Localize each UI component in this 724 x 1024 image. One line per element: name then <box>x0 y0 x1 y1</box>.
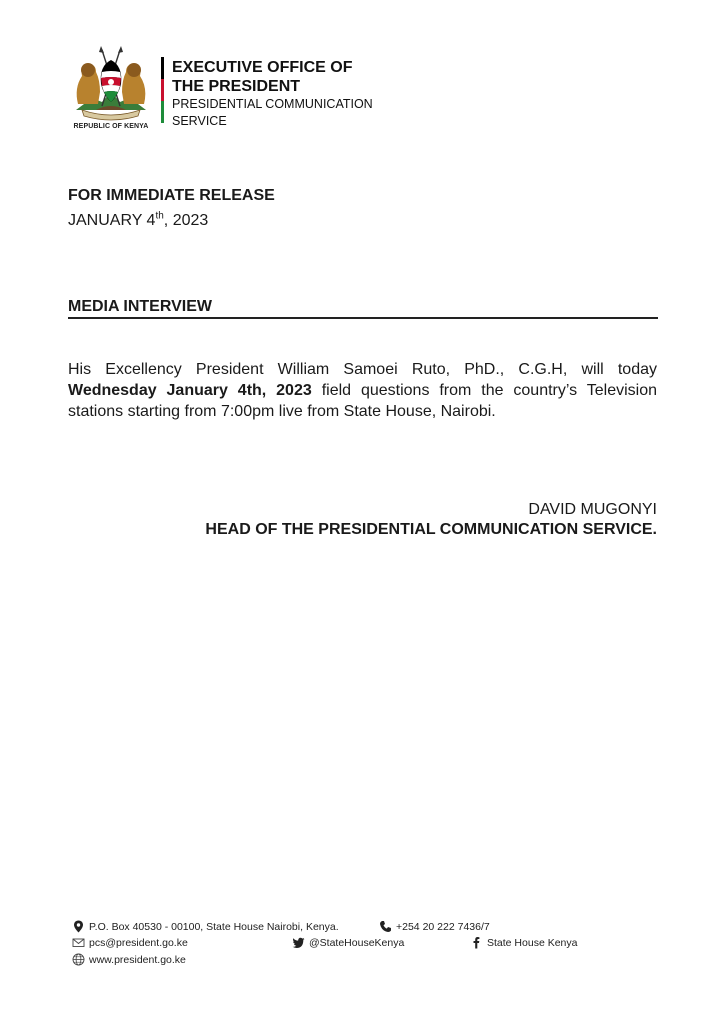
coat-of-arms <box>68 44 154 136</box>
office-line-1: EXECUTIVE OFFICE OF <box>172 59 353 76</box>
signature-block <box>205 500 657 540</box>
crest-caption: REPUBLIC OF KENYA <box>73 123 149 130</box>
release-label: FOR IMMEDIATE RELEASE <box>68 187 275 204</box>
footer-website[interactable]: www.president.go.ke <box>72 953 186 966</box>
subject-heading: MEDIA INTERVIEW <box>68 298 213 315</box>
office-line-2: THE PRESIDENT <box>172 78 301 95</box>
coat-of-arms-icon <box>68 44 154 122</box>
footer-email[interactable]: pcs@president.go.ke <box>72 936 188 949</box>
twitter-icon <box>292 936 305 949</box>
globe-icon <box>72 953 85 966</box>
subject-divider <box>68 317 658 319</box>
footer-twitter[interactable]: @StateHouseKenya <box>292 936 404 949</box>
location-pin-icon <box>72 920 85 933</box>
footer-phone[interactable]: +254 20 222 7436/7 <box>379 920 490 933</box>
phone-icon <box>379 920 392 933</box>
footer-facebook[interactable]: State House Kenya <box>470 936 577 949</box>
office-line-3: PRESIDENTIAL COMMUNICATION <box>172 97 373 111</box>
signatory-title: HEAD OF THE PRESIDENTIAL COMMUNICATION SERVICE. <box>205 521 657 538</box>
footer-address: P.O. Box 40530 - 00100, State House Nairobi, Kenya. <box>72 920 339 933</box>
facebook-icon <box>470 936 483 949</box>
office-line-4: SERVICE <box>172 114 227 128</box>
office-name <box>172 58 373 130</box>
signatory-name: DAVID MUGONYI <box>528 501 657 518</box>
envelope-icon <box>72 936 85 949</box>
flag-color-bar <box>161 57 164 123</box>
release-date: JANUARY 4th, 2023 <box>68 210 209 229</box>
body-bold-date: Wednesday January 4th, 2023 <box>68 382 312 399</box>
body-paragraph: His Excellency President William Samoei Ruto, PhD., C.G.H, will today Wednesday January 4th, 2023 field questions from the country’s Television stations starting from 7:00pm live from State House, Nairobi. <box>68 361 658 420</box>
